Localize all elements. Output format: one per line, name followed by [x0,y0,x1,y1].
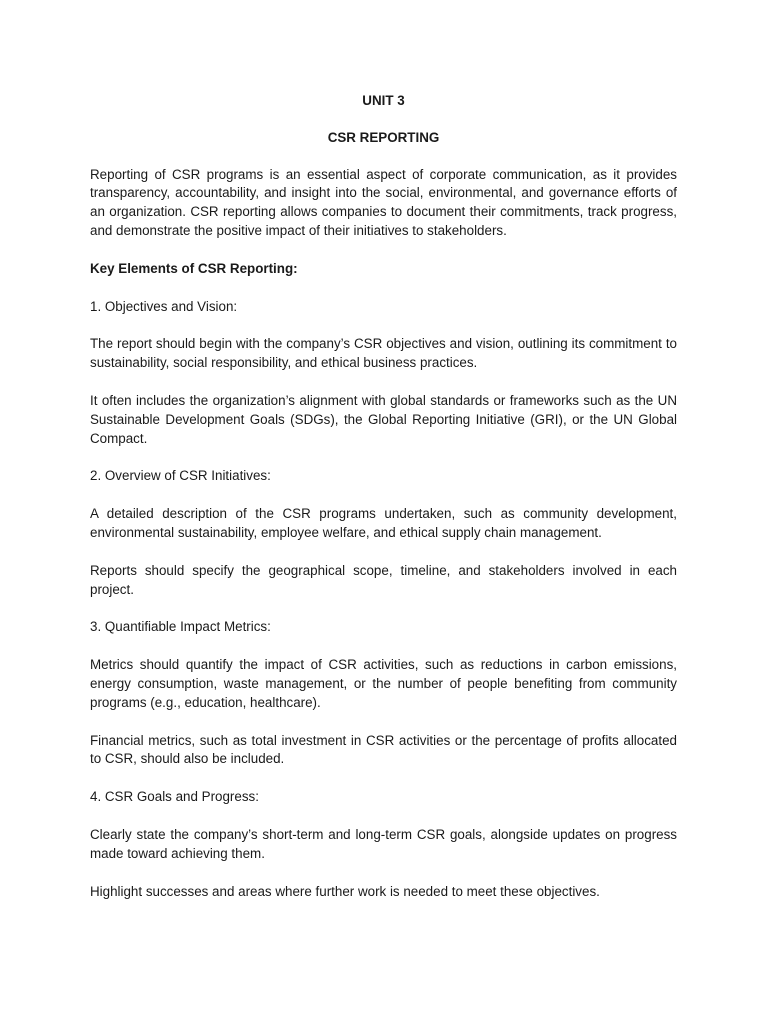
section-goals [90,788,677,901]
key-elements-heading: Key Elements of CSR Reporting: [90,260,298,276]
intro-paragraph: Reporting of CSR programs is an essential aspect of corporate communication, as it provides transparency, accountability, and insight into the social, environmental, and governance efforts of an organization. CSR reporting allows companies to document their commitments, track progress, and demonstrate the positive impact of their initiatives to stakeholders. [90,166,677,238]
section-paragraph: Highlight successes and areas where further work is needed to meet these objectives. [90,883,600,899]
section-paragraph: It often includes the organization’s alignment with global standards or frameworks such as the UN Sustainable Development Goals (SDGs), the Global Reporting Initiative (GRI), or the UN Global Compact. [90,392,677,446]
document-page [90,92,677,920]
section-paragraph: Clearly state the company’s short-term and long-term CSR goals, alongside updates on progress made toward achieving them. [90,826,677,861]
section-metrics [90,618,677,769]
section-initiatives [90,467,677,599]
section-heading: 3. Quantifiable Impact Metrics: [90,619,271,635]
section-paragraph: Financial metrics, such as total investment in CSR activities or the percentage of profits allocated to CSR, should also be included. [90,732,677,767]
section-paragraph: Metrics should quantify the impact of CSR activities, such as reductions in carbon emissions, energy consumption, waste management, or the number of people benefiting from community programs (e.g., education, healthcare). [90,657,677,710]
section-paragraph: Reports should specify the geographical scope, timeline, and stakeholders involved in each project. [90,562,677,597]
section-objectives [90,298,677,449]
section-heading: 4. CSR Goals and Progress: [90,789,259,805]
document-title: CSR REPORTING [327,129,440,145]
section-heading: 1. Objectives and Vision: [90,298,238,314]
unit-heading: UNIT 3 [362,93,405,108]
section-paragraph: A detailed description of the CSR programs undertaken, such as community development, environmental sustainability, employee welfare, and ethical supply chain management. [90,506,677,540]
section-heading: 2. Overview of CSR Initiatives: [90,468,271,484]
section-paragraph: The report should begin with the company’s CSR objectives and vision, outlining its commitment to sustainability, social responsibility, and ethical business practices. [90,336,677,371]
